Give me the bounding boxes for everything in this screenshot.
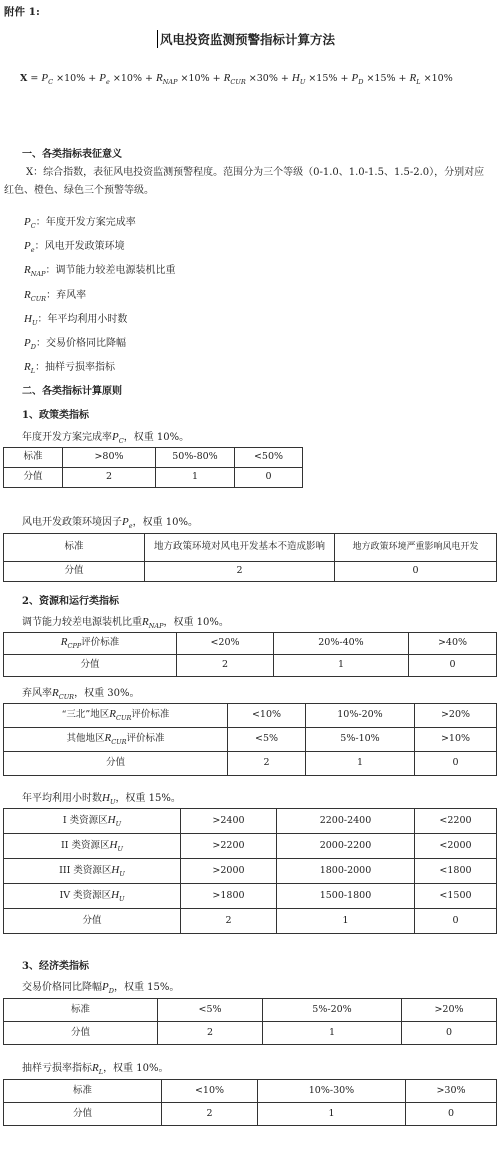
rcur-table xyxy=(3,703,497,776)
table-row xyxy=(4,884,497,909)
table-cell: 2 xyxy=(145,562,335,582)
table-cell: 2 xyxy=(181,909,277,934)
section-heading: 二、各类指标计算原则 xyxy=(22,386,122,397)
table-caption: 弃风率$R_{CUR}$，权重 30%。 xyxy=(22,687,140,701)
table-row xyxy=(4,1103,497,1126)
subsection-heading: 1、政策类指标 xyxy=(22,410,89,421)
table-cell: 10%-20% xyxy=(306,704,415,728)
table-row xyxy=(4,728,497,752)
table-cell: 标准 xyxy=(4,1080,162,1103)
table-cell: >2400 xyxy=(181,809,277,834)
table-caption: 调节能力较差电源装机比重$R_{NAP}$，权重 10%。 xyxy=(22,616,229,630)
table-cell: 分值 xyxy=(4,562,145,582)
subsection-heading: 2、资源和运行类指标 xyxy=(22,596,119,607)
table-cell: I 类资源区$H_U$ xyxy=(4,809,181,834)
table-cell: 1500-1800 xyxy=(277,884,415,909)
table-cell: 标准 xyxy=(4,534,145,562)
table-cell: 2 xyxy=(162,1103,258,1126)
formula: $X = P_C \times 10\% + P_e \times 10\% + R_{NAP} \times 10\% + R_{CUR} \times 30\% + H_U \times 15\% + P_D \times 15\% + R_L \times 10\%$ xyxy=(20,72,453,86)
table-cell: 1 xyxy=(258,1103,406,1126)
table-cell: 0 xyxy=(415,909,497,934)
table-cell: <10% xyxy=(228,704,306,728)
subsection-heading: 3、经济类指标 xyxy=(22,961,89,972)
table-cell: 标准 xyxy=(4,448,63,468)
table-row xyxy=(4,704,497,728)
table-cell: <5% xyxy=(158,999,263,1022)
table-cell: >30% xyxy=(406,1080,497,1103)
table-cell: 其他地区$R_{CUR}$评价标准 xyxy=(4,728,228,752)
table-cell: 2 xyxy=(63,468,156,488)
table-cell: 1 xyxy=(274,655,409,677)
table-cell: <2000 xyxy=(415,834,497,859)
table-caption: 年度开发方案完成率$P_C$，权重 10%。 xyxy=(22,431,190,445)
pe-table xyxy=(3,533,497,582)
table-cell: <1500 xyxy=(415,884,497,909)
table-cell: >20% xyxy=(415,704,497,728)
table-cell: <1800 xyxy=(415,859,497,884)
pc-table xyxy=(3,447,303,488)
table-cell: 分值 xyxy=(4,1103,162,1126)
table-cell: III 类资源区$H_U$ xyxy=(4,859,181,884)
definition: $P_C$：年度开发方案完成率 xyxy=(24,216,136,230)
table-row xyxy=(4,1080,497,1103)
table-row xyxy=(4,534,497,562)
table-cell: II 类资源区$H_U$ xyxy=(4,834,181,859)
table-row xyxy=(4,633,497,655)
table-cell: >20% xyxy=(402,999,497,1022)
table-cell: >2200 xyxy=(181,834,277,859)
pd-table xyxy=(3,998,497,1045)
table-cell: 1800-2000 xyxy=(277,859,415,884)
table-cell: 0 xyxy=(335,562,497,582)
table-cell: 0 xyxy=(409,655,497,677)
table-row xyxy=(4,859,497,884)
table-cell: IV 类资源区$H_U$ xyxy=(4,884,181,909)
table-cell: <50% xyxy=(235,448,303,468)
table-cell: 10%-30% xyxy=(258,1080,406,1103)
table-cell: 2000-2200 xyxy=(277,834,415,859)
table-cell: 1 xyxy=(306,752,415,776)
table-row xyxy=(4,752,497,776)
table-cell: “三北”地区$R_{CUR}$评价标准 xyxy=(4,704,228,728)
definition: $H_U$：年平均利用小时数 xyxy=(24,313,128,327)
table-cell: 20%-40% xyxy=(274,633,409,655)
table-cell: 50%-80% xyxy=(156,448,235,468)
table-cell: 2 xyxy=(177,655,274,677)
table-row xyxy=(4,834,497,859)
table-row xyxy=(4,562,497,582)
table-cell: 分值 xyxy=(4,752,228,776)
table-cell: 2200-2400 xyxy=(277,809,415,834)
table-cell: 1 xyxy=(263,1022,402,1045)
table-cell: 1 xyxy=(156,468,235,488)
table-row xyxy=(4,909,497,934)
table-cell: 地方政策环境对风电开发基本不造成影响 xyxy=(145,534,335,562)
table-cell: 5%-20% xyxy=(263,999,402,1022)
section-heading: 一、各类指标表征意义 xyxy=(22,149,122,160)
table-cell: 地方政策环境严重影响风电开发 xyxy=(335,534,497,562)
table-caption: 交易价格同比降幅$P_D$，权重 15%。 xyxy=(22,981,180,995)
annex-label: 附件 1: xyxy=(4,6,40,18)
table-row xyxy=(4,468,303,488)
definition: $R_L$：抽样亏损率指标 xyxy=(24,361,116,375)
rnap-table xyxy=(3,632,497,677)
table-cell: >80% xyxy=(63,448,156,468)
definition: $P_D$：交易价格同比降幅 xyxy=(24,337,126,351)
table-cell: 1 xyxy=(277,909,415,934)
definition: $P_e$：风电开发政策环境 xyxy=(24,240,125,254)
definition: $R_{NAP}$：调节能力较差电源装机比重 xyxy=(24,264,176,278)
table-cell: 0 xyxy=(415,752,497,776)
table-caption: 年平均利用小时数$H_U$，权重 15%。 xyxy=(22,792,181,806)
table-cell: 分值 xyxy=(4,909,181,934)
table-cell: 0 xyxy=(406,1103,497,1126)
table-row xyxy=(4,1022,497,1045)
table-cell: <10% xyxy=(162,1080,258,1103)
table-cell: <2200 xyxy=(415,809,497,834)
table-cell: 0 xyxy=(402,1022,497,1045)
table-cell: <5% xyxy=(228,728,306,752)
rl-table xyxy=(3,1079,497,1126)
table-cell: 分值 xyxy=(4,1022,158,1045)
hu-table xyxy=(3,808,497,934)
table-caption: 风电开发政策环境因子$P_e$，权重 10%。 xyxy=(22,516,198,530)
table-cell: $R_{CPP}$评价标准 xyxy=(4,633,177,655)
table-cell: >10% xyxy=(415,728,497,752)
page-title: 风电投资监测预警指标计算方法 xyxy=(157,30,335,48)
table-row xyxy=(4,999,497,1022)
table-caption: 抽样亏损率指标$R_L$，权重 10%。 xyxy=(22,1062,169,1076)
table-cell: 标准 xyxy=(4,999,158,1022)
table-row xyxy=(4,809,497,834)
table-cell: >1800 xyxy=(181,884,277,909)
x-description: X：综合指数，表征风电投资监测预警程度。范围分为三个等级（0-1.0、1.0-1.5、1.5-2.0），分别对应红色、橙色、绿色三个预警等级。 xyxy=(4,167,485,196)
table-cell: <20% xyxy=(177,633,274,655)
table-cell: 2 xyxy=(228,752,306,776)
table-cell: 分值 xyxy=(4,468,63,488)
table-cell: >40% xyxy=(409,633,497,655)
definition: $R_{CUR}$：弃风率 xyxy=(24,289,87,303)
table-row xyxy=(4,448,303,468)
table-cell: 5%-10% xyxy=(306,728,415,752)
table-cell: 0 xyxy=(235,468,303,488)
table-cell: 分值 xyxy=(4,655,177,677)
table-cell: 2 xyxy=(158,1022,263,1045)
table-row xyxy=(4,655,497,677)
table-cell: >2000 xyxy=(181,859,277,884)
